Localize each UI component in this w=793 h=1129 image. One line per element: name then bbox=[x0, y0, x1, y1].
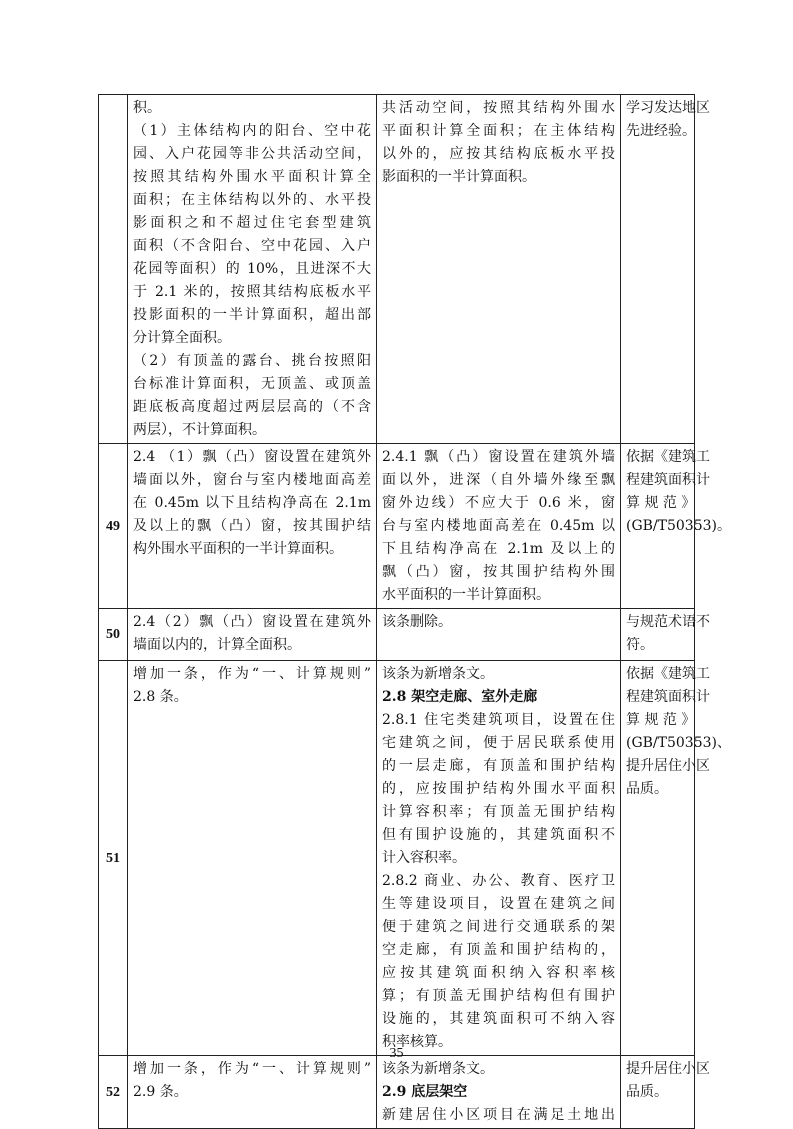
cell-original bbox=[128, 444, 377, 609]
text-line: 提升居住小区 bbox=[626, 758, 710, 774]
text-line: 该条为新增条文。 bbox=[382, 666, 494, 682]
cell-original bbox=[128, 609, 377, 661]
text-line: 2.4.1 飘（凸）窗设置在建筑外墙 bbox=[382, 449, 615, 465]
revision-table bbox=[98, 94, 731, 1129]
text-line: 面积；在主体结构以外的、水平投 bbox=[133, 192, 371, 208]
cell-revised bbox=[377, 609, 621, 661]
text-line: 投影面积的一半计算面积，超出部 bbox=[133, 307, 371, 323]
text-line: 2.8.1 住宅类建筑项目，设置在住 bbox=[382, 712, 615, 728]
text-line: 增加一条，作为“一、计算规则” bbox=[133, 666, 371, 682]
text-line: 但有围护设施的，其建筑面积不 bbox=[382, 827, 615, 843]
cell-revised bbox=[377, 444, 621, 609]
text-line: 共活动空间，按照其结构外围水 bbox=[382, 100, 615, 116]
text-line: 2.9 条。 bbox=[133, 1084, 188, 1100]
revision-table-body bbox=[99, 95, 731, 1129]
row-number: 51 bbox=[99, 661, 128, 1056]
text-line: 台与室内楼地面高差在 0.45m 以 bbox=[382, 518, 615, 534]
text-line: 飘（凸）窗，按其围护结构外围 bbox=[382, 564, 615, 580]
text-line: 于 2.1 米的，按照其结构底板水平 bbox=[133, 284, 371, 300]
text-line: (GB/T50353)。 bbox=[626, 518, 731, 534]
text-line: 依据《建筑工 bbox=[626, 666, 710, 682]
text-line: 2.8 架空走廊、室外走廊 bbox=[382, 689, 538, 705]
text-line: 墙面以内的，计算全面积。 bbox=[133, 637, 301, 653]
cell-reason bbox=[621, 609, 710, 661]
cell-original bbox=[128, 661, 377, 1056]
text-line: (GB/T50353)、 bbox=[626, 735, 731, 751]
text-line: 影面积的一半计算面积。 bbox=[382, 169, 536, 185]
text-line: 算 规 范 》 bbox=[626, 495, 696, 511]
cell-reason bbox=[621, 661, 731, 1056]
text-line: 宅建筑之间，便于居民联系使用 bbox=[382, 735, 615, 751]
cell-revised bbox=[377, 1056, 621, 1129]
cell-original bbox=[128, 1056, 377, 1129]
text-line: 的一层走廊，有顶盖和围护结构 bbox=[382, 758, 615, 774]
table-row bbox=[99, 609, 695, 661]
text-line: 程建筑面积计 bbox=[626, 689, 710, 705]
text-line: 学习发达地区 bbox=[626, 100, 710, 116]
cell-reason bbox=[621, 95, 710, 444]
text-line: 程建筑面积计 bbox=[626, 472, 710, 488]
text-line: 的，应按围护结构外围水平面积 bbox=[382, 781, 615, 797]
text-line: 以外的，应按其结构底板水平投 bbox=[382, 146, 615, 162]
text-line: 窗外边线）不应大于 0.6 米，窗 bbox=[382, 495, 615, 511]
text-line: 计算容积率；有顶盖无围护结构 bbox=[382, 804, 615, 820]
cell-revised bbox=[377, 661, 621, 1056]
text-line: 两层），不计算面积。 bbox=[133, 422, 266, 438]
text-line: 与规范术语不 bbox=[626, 614, 710, 630]
text-line: 应按其建筑面积纳入容积率核 bbox=[382, 965, 615, 981]
text-line: 2.9 底层架空 bbox=[382, 1084, 468, 1100]
text-line: 距底板高度超过两层层高的（不含 bbox=[133, 399, 371, 415]
text-line: 符。 bbox=[626, 637, 654, 653]
text-line: 水平面积的一半计算面积。 bbox=[382, 587, 550, 603]
text-line: 算；有顶盖无围护结构但有围护 bbox=[382, 988, 615, 1004]
text-line: 面积（不含阳台、空中花园、入户 bbox=[133, 238, 371, 254]
text-line: 该条删除。 bbox=[382, 614, 452, 630]
text-line: 台标准计算面积，无顶盖、或顶盖 bbox=[133, 376, 371, 392]
row-number bbox=[99, 95, 128, 444]
row-number: 50 bbox=[99, 609, 128, 661]
text-line: 设施的，其建筑面积可不纳入容 bbox=[382, 1011, 615, 1027]
text-line: 依据《建筑工 bbox=[626, 449, 710, 465]
text-line: 2.4 （1）飘（凸）窗设置在建筑外 bbox=[133, 449, 371, 465]
text-line: 影面积之和不超过住宅套型建筑 bbox=[133, 215, 371, 231]
text-line: 平面积计算全面积；在主体结构 bbox=[382, 123, 615, 139]
text-line: 2.4（2）飘（凸）窗设置在建筑外 bbox=[133, 614, 371, 630]
row-number: 52 bbox=[99, 1056, 128, 1129]
text-line: 在 0.45m 以下且结构净高在 2.1m bbox=[133, 495, 371, 511]
text-line: 空走廊，有顶盖和围护结构的， bbox=[382, 942, 615, 958]
text-line: 积率核算。 bbox=[382, 1034, 452, 1050]
text-line: 算 规 范 》 bbox=[626, 712, 696, 728]
text-line: 2.8 条。 bbox=[133, 689, 188, 705]
text-line: 花园等面积）的 10%，且进深不大 bbox=[133, 261, 371, 277]
page-number: 35 bbox=[389, 1046, 404, 1061]
table-row bbox=[99, 95, 695, 444]
text-line: 积。 bbox=[133, 100, 161, 116]
text-line: 新建居住小区项目在满足土地出 bbox=[382, 1107, 615, 1123]
text-line: 品质。 bbox=[626, 1084, 668, 1100]
text-line: 园、入户花园等非公共活动空间， bbox=[133, 146, 371, 162]
text-line: （2）有顶盖的露台、挑台按照阳 bbox=[133, 353, 371, 369]
text-line: 品质。 bbox=[626, 781, 668, 797]
text-line: 面以外，进深（自外墙外缘至飘 bbox=[382, 472, 615, 488]
text-line: 该条为新增条文。 bbox=[382, 1061, 494, 1077]
table-row bbox=[99, 1056, 695, 1129]
text-line: 生等建设项目，设置在建筑之间 bbox=[382, 896, 615, 912]
text-line: 分计算全面积。 bbox=[133, 330, 231, 346]
cell-original bbox=[128, 95, 377, 444]
text-line: 2.8.2 商业、办公、教育、医疗卫 bbox=[382, 873, 615, 889]
text-line: 及以上的飘（凸）窗，按其围护结 bbox=[133, 518, 371, 534]
text-line: 先进经验。 bbox=[626, 123, 696, 139]
row-number: 49 bbox=[99, 444, 128, 609]
text-line: 构外围水平面积的一半计算面积。 bbox=[133, 541, 343, 557]
text-line: 按照其结构外围水平面积计算全 bbox=[133, 169, 371, 185]
text-line: 提升居住小区 bbox=[626, 1061, 710, 1077]
text-line: （1）主体结构内的阳台、空中花 bbox=[133, 123, 371, 139]
table-row bbox=[99, 661, 695, 1056]
text-line: 增加一条，作为“一、计算规则” bbox=[133, 1061, 371, 1077]
text-line: 便于建筑之间进行交通联系的架 bbox=[382, 919, 615, 935]
table-row bbox=[99, 444, 695, 609]
text-line: 计入容积率。 bbox=[382, 850, 466, 866]
text-line: 墙面以外，窗台与室内楼地面高差 bbox=[133, 472, 371, 488]
cell-reason bbox=[621, 444, 731, 609]
cell-reason bbox=[621, 1056, 710, 1129]
cell-revised bbox=[377, 95, 621, 444]
text-line: 下且结构净高在 2.1m 及以上的 bbox=[382, 541, 615, 557]
